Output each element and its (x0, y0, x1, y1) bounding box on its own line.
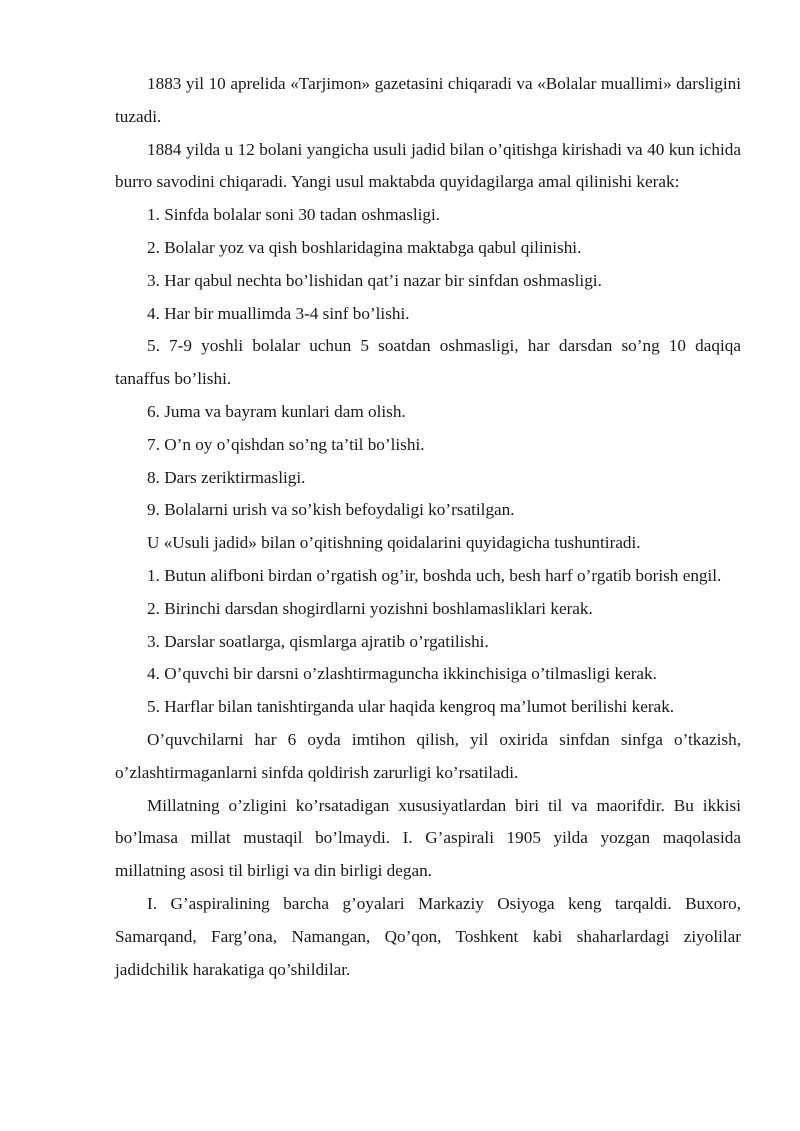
document-page (115, 68, 741, 986)
teaching-rule-2: 2. Birinchi darsdan shogirdlarni yozishni boshlamasliklari kerak. (147, 598, 593, 618)
paragraph-tarjimon: 1883 yil 10 aprelida «Tarjimon» gazetasini chiqaradi va «Bolalar muallimi» darsligini tuzadi. (115, 74, 741, 126)
rule-item-8: 8. Dars zeriktirmasligi. (147, 467, 306, 487)
rule-item-5: 5. 7-9 yoshli bolalar uchun 5 soatdan oshmasligi, har darsdan so’ng 10 daqiqa tanaffus bo’lishi. (115, 336, 741, 389)
rule-item-2: 2. Bolalar yoz va qish boshlaridagina maktabga qabul qilinishi. (147, 237, 582, 257)
rule-item-7: 7. O’n oy o’qishdan so’ng ta’til bo’lishi. (147, 434, 425, 454)
rule-item-1: 1. Sinfda bolalar soni 30 tadan oshmasligi. (147, 205, 441, 225)
paragraph-usul-jadid-start: 1884 yilda u 12 bolani yangicha usuli jadid bilan o’qitishga kirishadi va 40 kun ichida burro savodini chiqaradi. Yangi usul maktabda quyidagilarga amal qilinishi kerak: (115, 139, 741, 192)
rule-item-4: 4. Har bir muallimda 3-4 sinf bo’lishi. (147, 303, 410, 323)
paragraph-gaspirali-ideas: I. G’aspiralining barcha g’oyalari Markaziy Osiyoga keng tarqaldi. Buxoro, Samarqand, Farg’ona, Namangan, Qo’qon, Toshkent kabi shaharlardagi ziyolilar jadidchilik harakatiga qo’shildilar. (115, 893, 741, 979)
paragraph-exams: O’quvchilarni har 6 oyda imtihon qilish, yil oxirida sinfdan sinfga o’tkazish, o’zlashtirmaganlarni sinfda qoldirish zarurligi ko’rsatiladi. (115, 729, 741, 782)
rule-item-9: 9. Bolalarni urish va so’kish befoydaligi ko’rsatilgan. (147, 500, 515, 520)
teaching-rule-3: 3. Darslar soatlarga, qismlarga ajratib o’rgatilishi. (147, 631, 489, 651)
rule-item-3: 3. Har qabul nechta bo’lishidan qat’i nazar bir sinfdan oshmasligi. (147, 270, 602, 290)
paragraph-teaching-rules-intro: U «Usuli jadid» bilan o’qitishning qoidalarini quyidagicha tushuntiradi. (147, 533, 641, 553)
teaching-rule-5: 5. Harflar bilan tanishtirganda ular haqida kengroq ma’lumot berilishi kerak. (147, 697, 675, 717)
rule-item-6: 6. Juma va bayram kunlari dam olish. (147, 401, 406, 421)
teaching-rule-1: 1. Butun alifboni birdan o’rgatish og’ir, boshda uch, besh harf o’rgatib borish engil. (147, 565, 722, 585)
paragraph-nation-identity: Millatning o’zligini ko’rsatadigan xususiyatlardan biri til va maorifdir. Bu ikkisi bo’lmasa millat mustaqil bo’lmaydi. I. G’aspirali 1905 yilda yozgan maqolasida millatning asosi til birligi va din birligi degan. (115, 795, 741, 881)
teaching-rule-4: 4. O’quvchi bir darsni o’zlashtirmaguncha ikkinchisiga o’tilmasligi kerak. (147, 664, 657, 684)
